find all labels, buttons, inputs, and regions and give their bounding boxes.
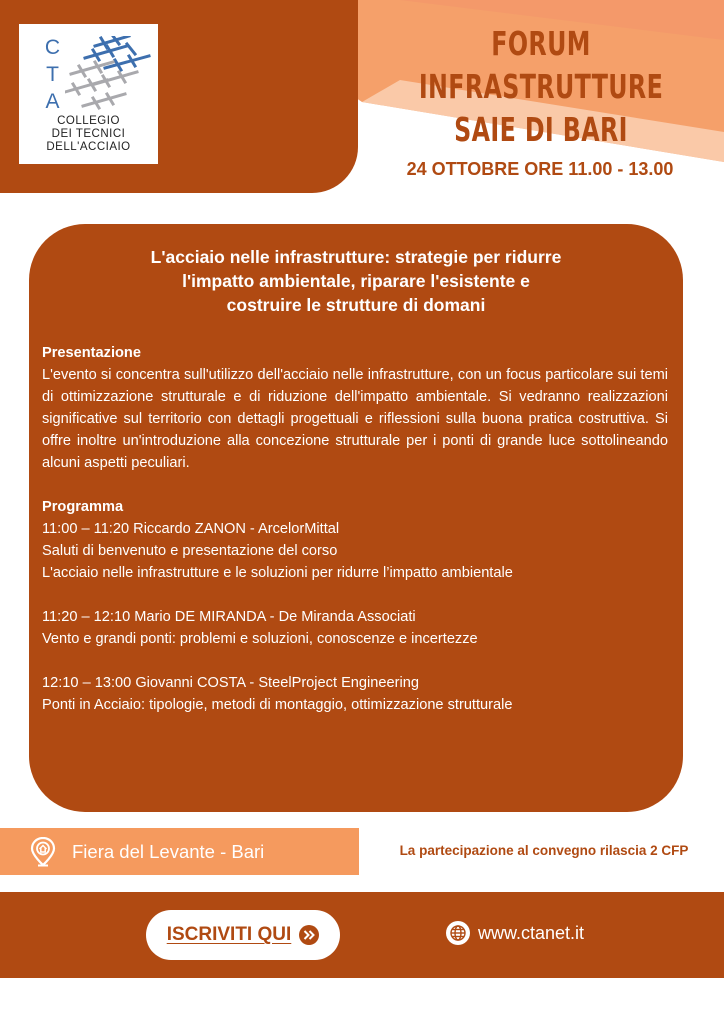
website-link[interactable]: www.ctanet.it	[478, 923, 585, 943]
globe-icon	[446, 921, 470, 945]
footer	[0, 892, 724, 978]
session-topic: L'acciaio nelle infrastrutture e le soluzioni per ridurre l’impatto ambientale	[42, 565, 513, 581]
signup-label: ISCRIVITI QUI	[166, 924, 292, 945]
logo-caption: COLLEGIO DEI TECNICI DELL'ACCIAIO	[46, 115, 131, 153]
event-date: 24 OTTOBRE ORE 11.00 - 13.00	[406, 159, 674, 179]
signup-button[interactable]	[146, 910, 340, 960]
logo-steel-grid-icon	[65, 36, 151, 112]
program-session	[42, 606, 668, 650]
location-text: Fiera del Levante - Bari	[72, 841, 265, 862]
presentation-text: L'evento si concentra sull'utilizzo dell'acciaio nelle infrastrutture, con un focus particolare sui temi di ottimizzazione strutturale e di riduzione dell'impatto ambientale. Si vedranno realizzazioni significative sul territorio con dettagli progettuali e riflessioni sulla buona pratica costruttiva. Si offre inoltre un'introduzione alla concezione strutturale per i ponti di grande luce sottolineando alcuni aspetti peculiari.	[42, 367, 668, 471]
program-heading: Programma	[42, 499, 124, 515]
logo-panel	[0, 0, 358, 193]
session-time-speaker: 11:00 – 11:20 Riccardo ZANON - ArcelorMittal	[42, 521, 340, 537]
chevron-double-right-icon	[299, 925, 319, 945]
session-topic: Vento e grandi ponti: problemi e soluzioni, conoscenze e incertezze	[42, 631, 478, 647]
logo-letters: C T A	[44, 36, 62, 113]
session-time-speaker: 12:10 – 13:00 Giovanni COSTA - SteelProject Engineering	[42, 675, 419, 691]
map-pin-icon	[30, 837, 56, 867]
session-time-speaker: 11:20 – 12:10 Mario DE MIRANDA - De Miranda Associati	[42, 609, 416, 625]
event-title: FORUM INFRASTRUTTURE SAIE DI BARI	[418, 24, 664, 149]
cfp-note: La partecipazione al convegno rilascia 2 CFP	[399, 843, 689, 858]
cta-logo	[19, 24, 158, 164]
content-card	[29, 224, 683, 812]
program-session	[42, 518, 668, 584]
card-body	[42, 342, 668, 716]
card-title: L'acciaio nelle infrastrutture: strategie per ridurre l'impatto ambientale, riparare l'esistente e costruire le strutture di domani	[150, 247, 562, 315]
presentation-heading: Presentazione	[42, 345, 141, 361]
program-session	[42, 672, 668, 716]
session-topic: Ponti in Acciaio: tipologie, metodi di montaggio, ottimizzazione strutturale	[42, 697, 513, 713]
session-topic: Saluti di benvenuto e presentazione del corso	[42, 543, 338, 559]
location-bar	[0, 828, 359, 875]
